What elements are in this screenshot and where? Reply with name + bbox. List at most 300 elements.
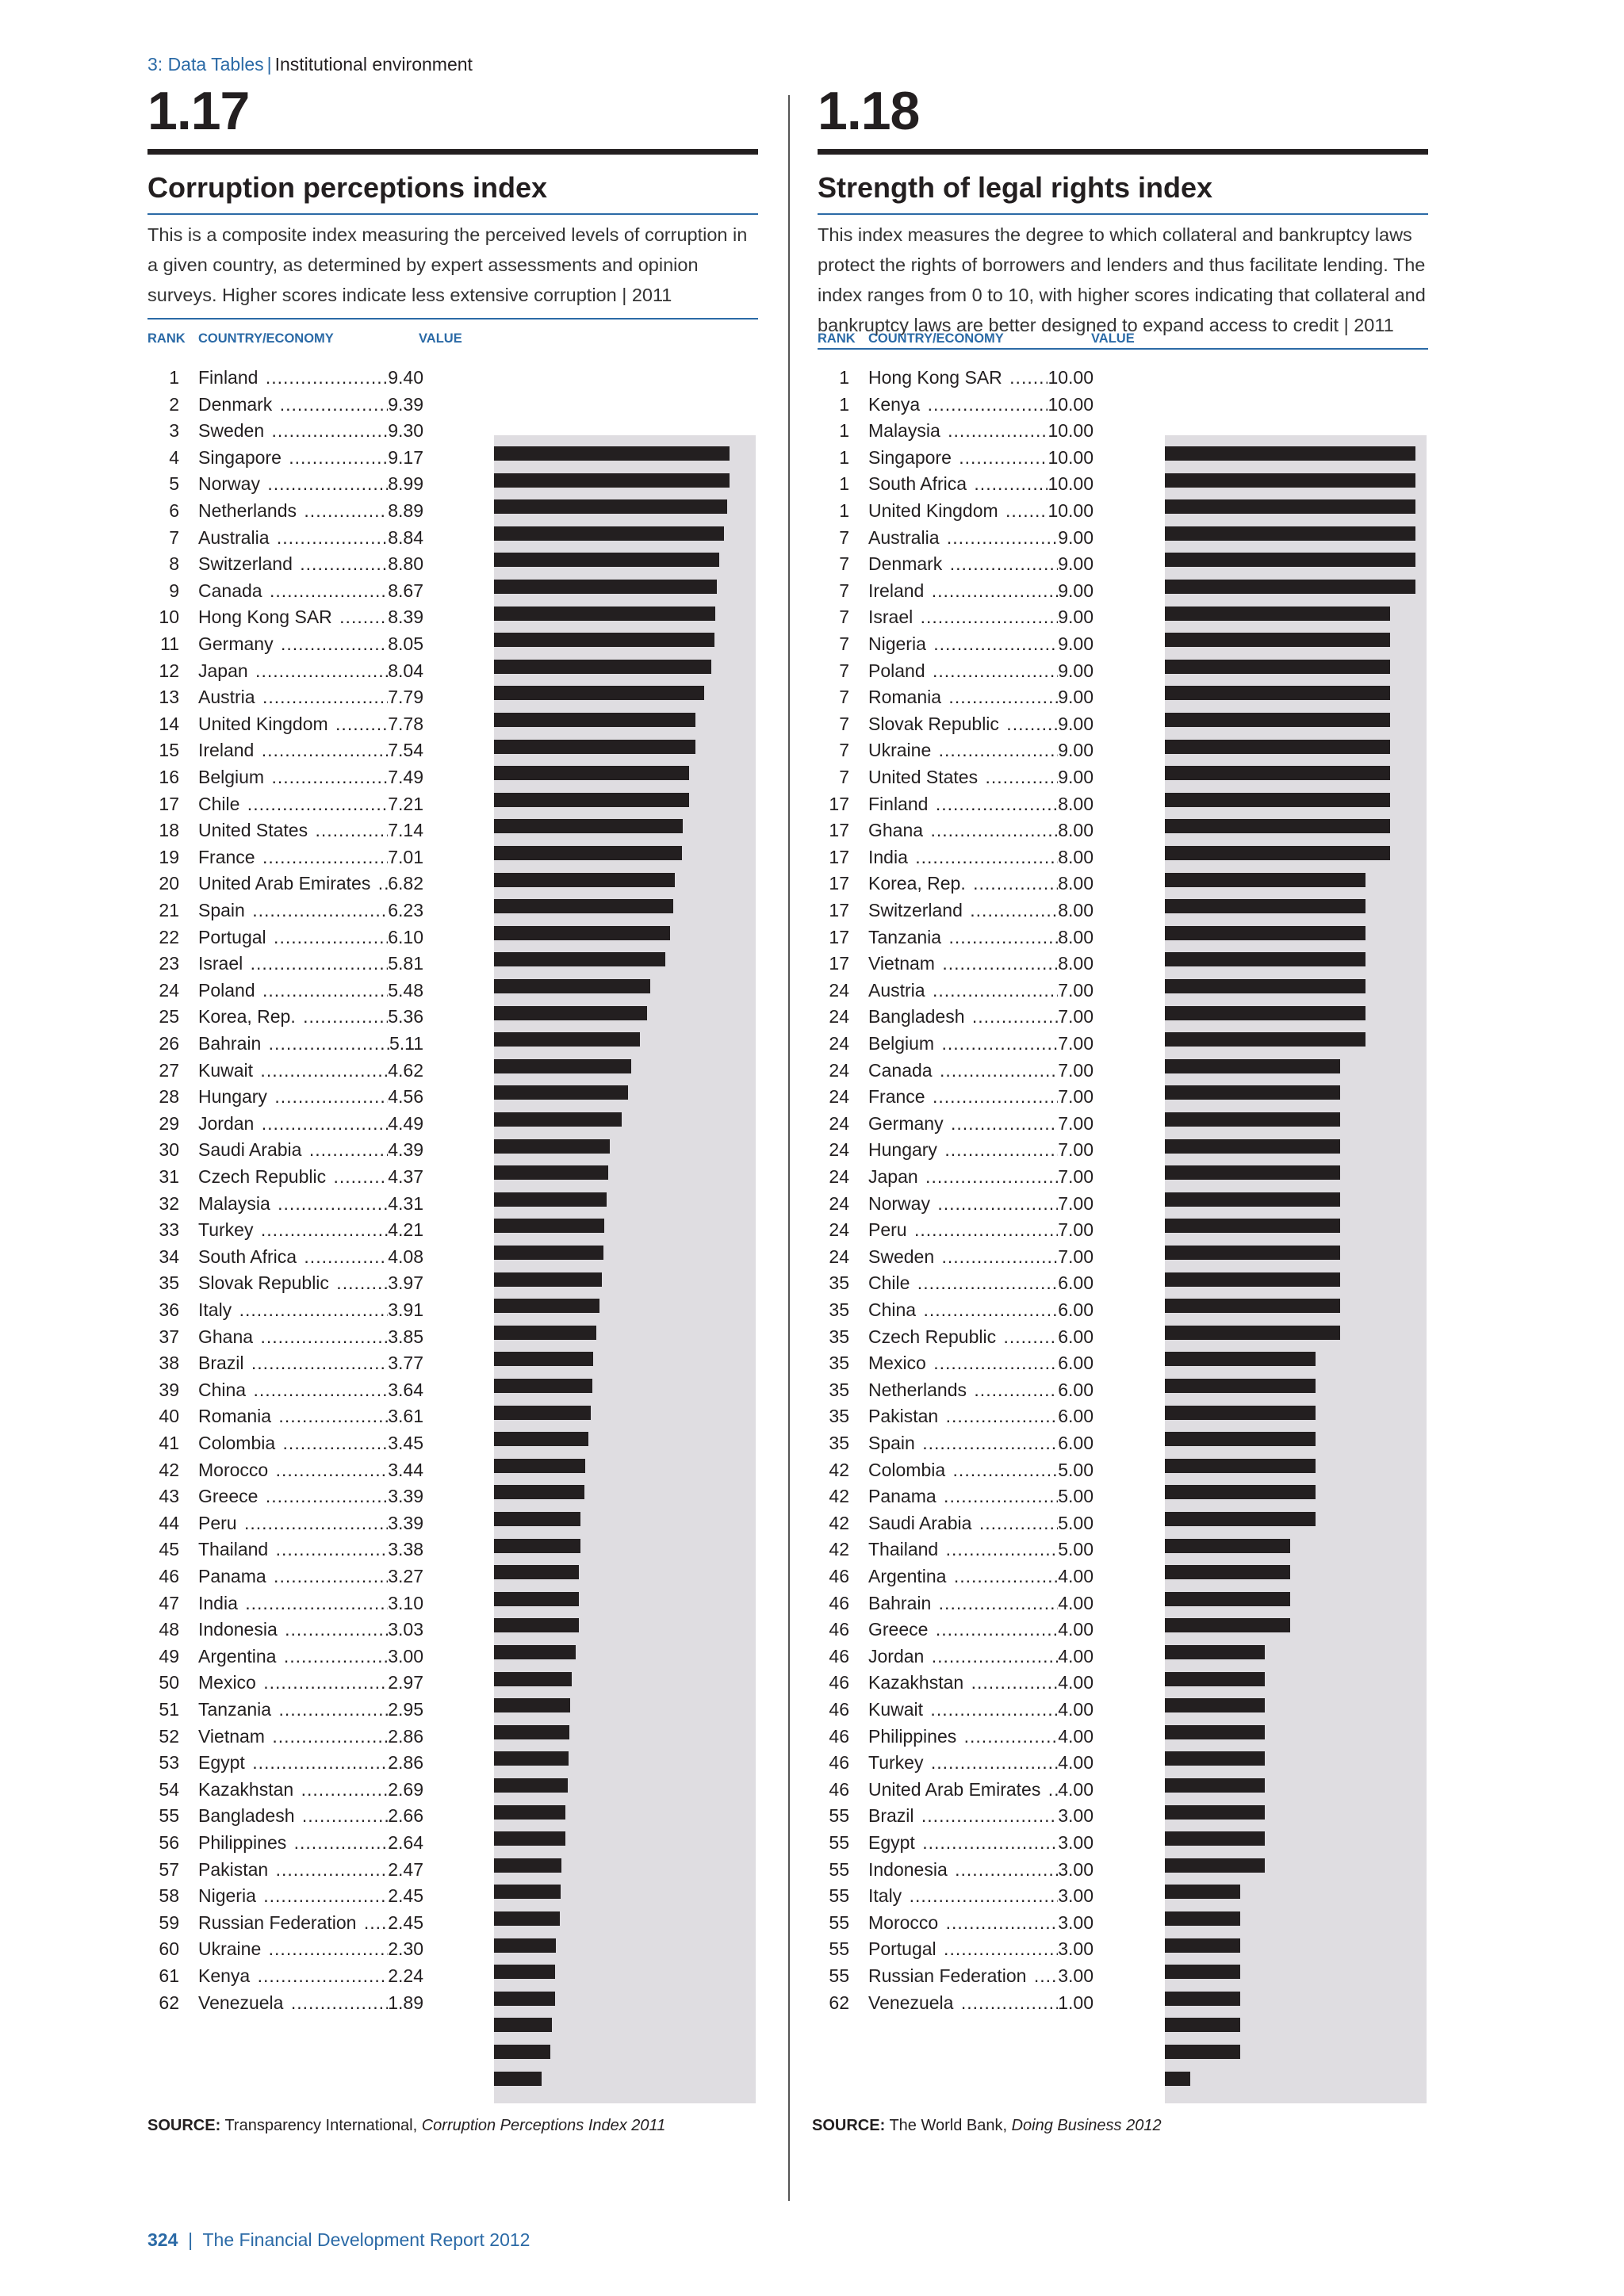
bar-nigeria xyxy=(1165,713,1390,727)
value-label: 9.00 xyxy=(1058,684,1094,711)
value-label: 1.00 xyxy=(1058,1990,1094,2017)
value-label: 8.00 xyxy=(1058,924,1094,951)
country-name: Peru xyxy=(868,1219,907,1241)
rank-cell: 3 xyxy=(169,420,179,442)
country-name: Romania xyxy=(198,1406,272,1427)
table-number: 1.18 xyxy=(818,81,920,141)
rank-cell: 35 xyxy=(829,1353,849,1374)
bar-brazil xyxy=(494,1432,588,1446)
bar-switzerland xyxy=(1165,979,1365,993)
rank-cell: 9 xyxy=(169,580,179,601)
rank-cell: 17 xyxy=(829,873,849,894)
country-name: Czech Republic xyxy=(198,1166,327,1187)
source-title: Doing Business 2012 xyxy=(1011,2117,1162,2134)
bar-ukraine xyxy=(494,2018,552,2032)
country-name: South Africa xyxy=(868,473,967,495)
value-label: 3.03 xyxy=(388,1617,423,1644)
value-label: 1.89 xyxy=(388,1990,423,2017)
value-label: 9.00 xyxy=(1058,658,1094,685)
rank-cell: 42 xyxy=(829,1512,849,1533)
value-label: 2.97 xyxy=(388,1670,423,1697)
rank-cell: 24 xyxy=(829,1139,849,1161)
rank-cell: 17 xyxy=(159,793,179,814)
rank-cell: 59 xyxy=(159,1911,179,1933)
rank-cell: 41 xyxy=(159,1433,179,1453)
bar-nigeria xyxy=(494,1965,555,1979)
country-name: Austria xyxy=(198,687,255,708)
rank-cell: 7 xyxy=(839,713,849,734)
country-name: Colombia xyxy=(198,1433,276,1453)
bar-vietnam xyxy=(1165,1032,1365,1047)
table-row xyxy=(147,392,758,419)
value-label: 4.00 xyxy=(1058,1644,1094,1670)
country-name: China xyxy=(868,1299,917,1320)
bar-colombia xyxy=(1165,1539,1290,1553)
country-name: Egypt xyxy=(198,1752,245,1774)
rank-cell: 39 xyxy=(159,1379,179,1400)
country-name: Sweden xyxy=(198,420,265,442)
rank-cell: 15 xyxy=(159,740,179,761)
rank-cell: 24 xyxy=(829,1246,849,1267)
country-name: Colombia xyxy=(868,1459,946,1480)
value-label: 10.00 xyxy=(1048,392,1094,419)
bar-india xyxy=(494,1672,572,1686)
bar-saudi-arabia xyxy=(1165,1592,1290,1606)
bar-romania xyxy=(494,1485,584,1499)
bar-brazil xyxy=(1165,1885,1240,1899)
country-name: United Arab Emirates xyxy=(868,1778,1041,1800)
country-name: Czech Republic xyxy=(868,1326,997,1347)
value-label: 8.00 xyxy=(1058,791,1094,818)
value-label: 7.79 xyxy=(388,684,423,711)
rank-cell: 60 xyxy=(159,1938,179,1960)
rank-cell: 46 xyxy=(829,1725,849,1747)
table-panel-legal-rights xyxy=(818,79,1428,350)
rank-cell: 45 xyxy=(159,1539,179,1560)
country-name: Venezuela xyxy=(198,1992,284,2013)
rank-cell: 1 xyxy=(839,473,849,495)
rank-cell: 55 xyxy=(829,1832,849,1853)
table-panel-corruption xyxy=(147,79,758,320)
rank-cell: 42 xyxy=(829,1539,849,1560)
rank-cell: 36 xyxy=(159,1299,179,1320)
bar-denmark xyxy=(494,473,730,488)
rank-cell: 7 xyxy=(839,767,849,787)
country-name: Saudi Arabia xyxy=(198,1139,302,1161)
rank-cell: 61 xyxy=(159,1965,179,1986)
country-name: Russian Federation xyxy=(198,1911,357,1933)
source-label: SOURCE: xyxy=(147,2117,221,2134)
country-name: Japan xyxy=(198,660,248,681)
value-label: 5.00 xyxy=(1058,1510,1094,1537)
rank-cell: 6 xyxy=(169,500,179,521)
value-label: 2.45 xyxy=(388,1910,423,1937)
country-name: Chile xyxy=(198,793,240,814)
bar-united-arab-emirates xyxy=(494,952,665,966)
bar-france xyxy=(1165,1165,1340,1180)
bar-slovak-republic xyxy=(494,1352,593,1366)
value-label: 3.44 xyxy=(388,1457,423,1484)
rank-cell: 31 xyxy=(159,1166,179,1187)
value-label: 7.14 xyxy=(388,817,423,844)
rank-cell: 7 xyxy=(839,660,849,681)
source-label: SOURCE: xyxy=(812,2117,886,2134)
rank-cell: 46 xyxy=(829,1619,849,1640)
rank-cell: 42 xyxy=(159,1459,179,1480)
country-name: Norway xyxy=(868,1192,930,1214)
bar-japan xyxy=(494,740,695,754)
rank-cell: 62 xyxy=(829,1992,849,2013)
country-name: Israel xyxy=(868,607,914,628)
rank-cell: 46 xyxy=(829,1566,849,1586)
rank-cell: 7 xyxy=(839,687,849,708)
value-label: 4.37 xyxy=(388,1164,423,1191)
bar-ukraine xyxy=(1165,819,1390,833)
section-breadcrumb xyxy=(147,54,473,75)
country-name: United States xyxy=(198,820,308,841)
value-label: 7.21 xyxy=(388,791,423,818)
bar-panama xyxy=(494,1645,576,1659)
bar-kuwait xyxy=(494,1139,610,1154)
country-name: United Kingdom xyxy=(198,713,328,734)
country-name: Japan xyxy=(868,1166,918,1187)
bar-kazakhstan xyxy=(1165,1751,1265,1766)
country-name: China xyxy=(198,1379,247,1400)
rank-cell: 29 xyxy=(159,1112,179,1134)
country-name: Ghana xyxy=(198,1326,254,1347)
rank-cell: 46 xyxy=(159,1566,179,1586)
country-name: Italy xyxy=(868,1885,902,1907)
value-label: 8.67 xyxy=(388,578,423,605)
value-label: 4.49 xyxy=(388,1111,423,1138)
rank-cell: 11 xyxy=(160,633,179,654)
bar-australia xyxy=(1165,607,1390,621)
value-label: 8.05 xyxy=(388,631,423,658)
country-name: Ireland xyxy=(198,740,255,761)
country-name: Ghana xyxy=(868,820,924,841)
rank-cell: 51 xyxy=(159,1699,179,1720)
country-name: Peru xyxy=(198,1512,237,1533)
table-title: Strength of legal rights index xyxy=(818,171,1213,204)
value-label: 8.00 xyxy=(1058,844,1094,871)
bar-turkey xyxy=(1165,1831,1265,1846)
rank-cell: 21 xyxy=(159,900,179,920)
bar-bangladesh xyxy=(494,1885,561,1899)
rank-cell: 43 xyxy=(159,1486,179,1507)
country-name: Korea, Rep. xyxy=(868,873,966,894)
country-name: India xyxy=(868,846,908,867)
country-name: Italy xyxy=(198,1299,232,1320)
rank-cell: 17 xyxy=(829,793,849,814)
country-name: France xyxy=(868,1086,925,1108)
bar-vietnam xyxy=(494,1805,565,1820)
bar-italy xyxy=(1165,1965,1240,1979)
rank-cell: 10 xyxy=(159,607,179,628)
value-label: 3.00 xyxy=(1058,1830,1094,1857)
rank-cell: 35 xyxy=(829,1272,849,1294)
rank-cell: 35 xyxy=(829,1406,849,1427)
value-label: 8.80 xyxy=(388,551,423,578)
country-name: Slovak Republic xyxy=(868,713,999,734)
rank-cell: 20 xyxy=(159,873,179,894)
country-name: Thailand xyxy=(868,1539,939,1560)
bar-korea-rep- xyxy=(1165,952,1365,966)
country-name: Switzerland xyxy=(198,553,293,575)
value-label: 4.56 xyxy=(388,1084,423,1111)
value-label: 4.00 xyxy=(1058,1563,1094,1590)
country-name: Bangladesh xyxy=(868,1006,965,1027)
rank-cell: 42 xyxy=(829,1486,849,1507)
value-label: 8.00 xyxy=(1058,897,1094,924)
rank-cell: 17 xyxy=(829,926,849,947)
bar-belgium xyxy=(1165,1112,1340,1127)
rank-cell: 32 xyxy=(159,1192,179,1214)
bar-jordan xyxy=(1165,1725,1265,1739)
rank-cell: 24 xyxy=(829,1219,849,1241)
value-label: 6.00 xyxy=(1058,1430,1094,1457)
value-label: 7.00 xyxy=(1058,1004,1094,1031)
bar-united-arab-emirates xyxy=(1165,1858,1265,1873)
country-name: Hungary xyxy=(198,1086,267,1108)
country-name: United Kingdom xyxy=(868,500,998,521)
rank-cell: 35 xyxy=(829,1433,849,1453)
country-name: Ireland xyxy=(868,580,925,601)
bar-china xyxy=(1165,1379,1316,1393)
bar-south-africa xyxy=(494,1326,596,1340)
bar-china xyxy=(494,1459,585,1473)
country-name: Netherlands xyxy=(198,500,297,521)
country-name: Spain xyxy=(868,1433,915,1453)
bar-venezuela xyxy=(494,2072,542,2086)
country-name: Mexico xyxy=(198,1672,256,1693)
country-name: Switzerland xyxy=(868,900,963,920)
country-name: Greece xyxy=(198,1486,259,1507)
bar-philippines xyxy=(494,1911,560,1926)
value-label: 7.00 xyxy=(1058,1244,1094,1271)
rank-cell: 24 xyxy=(829,1006,849,1027)
rank-cell: 30 xyxy=(159,1139,179,1161)
country-name: Poland xyxy=(198,979,255,1001)
rank-cell: 17 xyxy=(829,846,849,867)
rank-cell: 1 xyxy=(839,420,849,442)
value-label: 7.54 xyxy=(388,737,423,764)
value-label: 7.00 xyxy=(1058,1164,1094,1191)
country-name: Morocco xyxy=(198,1459,269,1480)
country-name: Kazakhstan xyxy=(868,1672,964,1693)
value-label: 6.82 xyxy=(388,871,423,897)
value-label: 2.30 xyxy=(388,1936,423,1963)
value-label: 4.00 xyxy=(1058,1750,1094,1777)
value-label: 3.00 xyxy=(1058,1857,1094,1884)
rank-cell: 58 xyxy=(159,1885,179,1907)
value-label: 5.48 xyxy=(388,978,423,1004)
rank-cell: 57 xyxy=(159,1858,179,1880)
value-label: 9.00 xyxy=(1058,604,1094,631)
col-rank: RANK xyxy=(818,331,856,346)
country-name: Panama xyxy=(198,1566,266,1586)
rank-cell: 7 xyxy=(839,607,849,628)
value-label: 7.00 xyxy=(1058,1111,1094,1138)
value-label: 9.17 xyxy=(388,445,423,472)
country-name: Romania xyxy=(868,687,942,708)
bar-tanzania xyxy=(1165,1006,1365,1020)
value-label: 4.00 xyxy=(1058,1617,1094,1644)
rank-cell: 62 xyxy=(159,1992,179,2013)
rank-cell: 42 xyxy=(829,1459,849,1480)
rank-cell: 47 xyxy=(159,1592,179,1613)
column-divider xyxy=(788,95,790,2201)
rank-cell: 50 xyxy=(159,1672,179,1693)
value-label: 6.00 xyxy=(1058,1324,1094,1351)
country-name: Nigeria xyxy=(868,633,926,654)
value-label: 7.00 xyxy=(1058,978,1094,1004)
bar-kenya xyxy=(1165,473,1415,488)
rank-cell: 17 xyxy=(829,900,849,920)
bar-united-kingdom xyxy=(494,793,689,807)
value-label: 6.00 xyxy=(1058,1297,1094,1324)
col-value: VALUE xyxy=(419,331,462,346)
value-label: 3.38 xyxy=(388,1536,423,1563)
country-name: Vietnam xyxy=(198,1725,265,1747)
rank-cell: 56 xyxy=(159,1832,179,1853)
value-label: 7.78 xyxy=(388,711,423,738)
bar-korea-rep- xyxy=(494,1085,628,1100)
value-label: 3.45 xyxy=(388,1430,423,1457)
rank-cell: 55 xyxy=(159,1805,179,1827)
value-label: 3.91 xyxy=(388,1297,423,1324)
value-label: 5.00 xyxy=(1058,1483,1094,1510)
bar-chart-area xyxy=(494,435,756,2103)
country-name: Hong Kong SAR xyxy=(198,607,332,628)
value-label: 10.00 xyxy=(1048,445,1094,472)
bar-indonesia xyxy=(494,1698,570,1712)
rank-cell: 46 xyxy=(829,1778,849,1800)
value-label: 10.00 xyxy=(1048,365,1094,392)
bar-austria xyxy=(1165,1059,1340,1073)
country-name: Germany xyxy=(198,633,274,654)
bar-denmark xyxy=(1165,633,1390,647)
rank-cell: 1 xyxy=(839,367,849,388)
bar-kuwait xyxy=(1165,1778,1265,1793)
bar-chile xyxy=(494,873,675,887)
rank-cell: 24 xyxy=(829,1166,849,1187)
bar-south-africa xyxy=(1165,553,1415,567)
bar-portugal xyxy=(494,1006,647,1020)
bar-germany xyxy=(1165,1192,1340,1207)
bar-indonesia xyxy=(1165,1938,1240,1953)
country-name: Belgium xyxy=(198,767,265,787)
value-label: 7.49 xyxy=(388,764,423,791)
country-name: Portugal xyxy=(198,926,266,947)
country-name: Brazil xyxy=(868,1805,914,1827)
value-label: 3.61 xyxy=(388,1403,423,1430)
rank-cell: 13 xyxy=(159,687,179,708)
rank-cell: 17 xyxy=(829,820,849,841)
bar-germany xyxy=(494,713,695,727)
rank-cell: 24 xyxy=(829,979,849,1001)
country-name: Germany xyxy=(868,1112,944,1134)
value-label: 3.00 xyxy=(1058,1803,1094,1830)
page-footer: 324 | The Financial Development Report 2012 xyxy=(147,2229,530,2250)
value-label: 6.10 xyxy=(388,924,423,951)
rank-cell: 40 xyxy=(159,1406,179,1427)
value-label: 4.00 xyxy=(1058,1670,1094,1697)
country-name: Poland xyxy=(868,660,925,681)
rank-cell: 2 xyxy=(169,393,179,415)
rank-cell: 7 xyxy=(839,633,849,654)
value-label: 5.00 xyxy=(1058,1536,1094,1563)
rank-cell: 55 xyxy=(829,1965,849,1986)
country-name: Argentina xyxy=(198,1645,277,1667)
value-label: 3.85 xyxy=(388,1324,423,1351)
value-label: 9.00 xyxy=(1058,737,1094,764)
country-name: Hungary xyxy=(868,1139,937,1161)
bar-tanzania xyxy=(494,1778,568,1793)
title-underline xyxy=(818,213,1428,215)
bar-venezuela xyxy=(1165,2072,1190,2086)
rank-cell: 33 xyxy=(159,1219,179,1241)
bar-poland xyxy=(1165,740,1390,754)
country-name: United States xyxy=(868,767,979,787)
value-label: 3.00 xyxy=(1058,1963,1094,1990)
rank-cell: 46 xyxy=(829,1752,849,1774)
bar-japan xyxy=(1165,1246,1340,1260)
country-name: Jordan xyxy=(868,1645,925,1667)
bar-kazakhstan xyxy=(494,1858,561,1873)
value-label: 8.04 xyxy=(388,658,423,685)
bar-united-kingdom xyxy=(1165,580,1415,594)
bar-peru xyxy=(1165,1299,1340,1313)
bar-sweden xyxy=(494,499,727,514)
country-name: United Arab Emirates xyxy=(198,873,371,894)
country-name: Singapore xyxy=(198,446,282,468)
bar-peru xyxy=(494,1592,579,1606)
country-name: Nigeria xyxy=(198,1885,256,1907)
bar-spain xyxy=(494,979,650,993)
country-name: France xyxy=(198,846,255,867)
rank-cell: 35 xyxy=(829,1326,849,1347)
rank-cell: 24 xyxy=(829,1192,849,1214)
country-name: Kazakhstan xyxy=(198,1778,294,1800)
value-label: 8.00 xyxy=(1058,817,1094,844)
value-label: 2.45 xyxy=(388,1883,423,1910)
breadcrumb-separator: | xyxy=(266,54,272,75)
bar-hong-kong-sar xyxy=(494,686,704,700)
bar-kenya xyxy=(494,2045,550,2059)
rank-cell: 22 xyxy=(159,926,179,947)
rank-cell: 48 xyxy=(159,1619,179,1640)
bar-france xyxy=(494,926,670,940)
table-number: 1.17 xyxy=(147,81,250,141)
bar-portugal xyxy=(1165,2018,1240,2032)
value-label: 7.01 xyxy=(388,844,423,871)
rank-cell: 24 xyxy=(829,1086,849,1108)
source-text: Transparency International, xyxy=(224,2117,422,2134)
value-label: 4.00 xyxy=(1058,1724,1094,1751)
bar-czech-republic xyxy=(1165,1406,1316,1420)
value-label: 9.30 xyxy=(388,418,423,445)
value-label: 9.00 xyxy=(1058,764,1094,791)
country-name: Belgium xyxy=(868,1033,935,1054)
bar-hungary xyxy=(1165,1219,1340,1233)
value-label: 3.00 xyxy=(1058,1936,1094,1963)
bar-hungary xyxy=(494,1165,608,1180)
rank-cell: 16 xyxy=(159,767,179,787)
rank-cell: 7 xyxy=(839,553,849,575)
value-label: 3.97 xyxy=(388,1270,423,1297)
value-label: 8.39 xyxy=(388,604,423,631)
bar-bahrain xyxy=(1165,1672,1265,1686)
